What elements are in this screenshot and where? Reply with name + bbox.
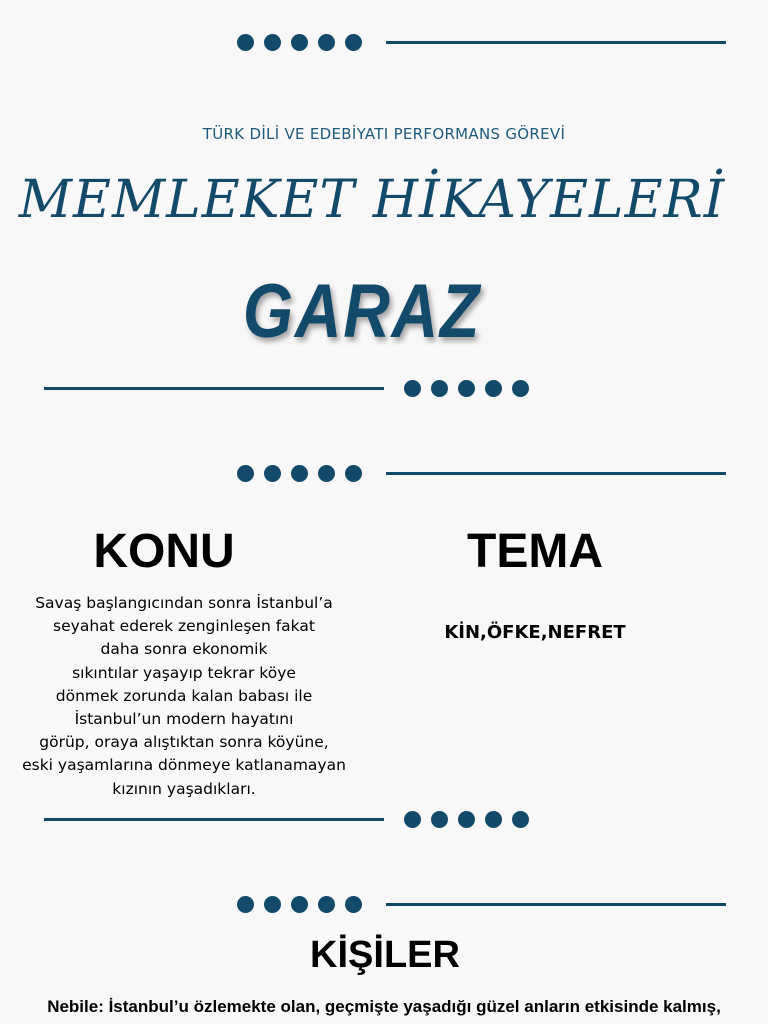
divider-line: [386, 472, 726, 475]
divider-before-konu: [0, 463, 768, 483]
konu-line: İstanbul’un modern hayatını: [74, 710, 294, 729]
divider-line: [386, 903, 726, 906]
dot: [345, 34, 362, 51]
kisiler-text: Nebile: İstanbul’u özlemekte olan, geçmişte yaşadığı güzel anların etkisinde kalmış,: [47, 997, 721, 1016]
dot: [512, 380, 529, 397]
page-subtitle: TÜRK DİLİ VE EDEBİYATI PERFORMANS GÖREVİ: [202, 125, 566, 143]
divider-line: [44, 818, 384, 821]
dot: [458, 811, 475, 828]
dot: [345, 896, 362, 913]
dot: [264, 34, 281, 51]
dot: [485, 811, 502, 828]
divider-after-konu: [0, 809, 768, 829]
divider-after-title: [0, 378, 768, 398]
dot: [458, 380, 475, 397]
dot: [485, 380, 502, 397]
tema-heading: TEMA: [467, 525, 603, 578]
dot: [431, 380, 448, 397]
kisiler-heading: KİŞİLER: [310, 934, 460, 976]
konu-line: sıkıntılar yaşayıp tekrar köye: [72, 663, 296, 682]
page-title: MEMLEKET HİKAYELERİ: [18, 170, 726, 230]
dot: [291, 896, 308, 913]
dot: [264, 465, 281, 482]
dot: [512, 811, 529, 828]
divider-line: [386, 41, 726, 44]
konu-line: dönmek zorunda kalan babası ile: [55, 686, 313, 705]
dot: [318, 465, 335, 482]
dot: [237, 34, 254, 51]
dot: [345, 465, 362, 482]
divider-line: [44, 387, 384, 390]
dot-row: [404, 380, 529, 397]
dot-row: [237, 34, 362, 51]
dot: [237, 896, 254, 913]
konu-line: daha sonra ekonomik: [100, 640, 268, 659]
dot-row: [237, 465, 362, 482]
dot: [291, 34, 308, 51]
dot: [318, 34, 335, 51]
story-title: GARAZ: [242, 269, 482, 354]
konu-line: eski yaşamlarına dönmeye katlanamayan: [22, 756, 346, 775]
dot-row: [404, 811, 529, 828]
konu-text: [8, 592, 360, 801]
dot: [237, 465, 254, 482]
konu-line: Savaş başlangıcından sonra İstanbul’a: [35, 594, 333, 612]
tema-text: KİN,ÖFKE,NEFRET: [444, 622, 626, 643]
dot-row: [237, 896, 362, 913]
dot: [291, 465, 308, 482]
dot: [264, 896, 281, 913]
konu-line: kızının yaşadıkları.: [112, 779, 256, 798]
konu-line: görüp, oraya alıştıktan sonra köyüne,: [39, 733, 329, 752]
divider-before-kisiler: [0, 894, 768, 914]
dot: [318, 896, 335, 913]
divider-top: [0, 32, 768, 52]
konu-line: seyahat ederek zenginleşen fakat: [53, 617, 315, 636]
konu-heading: KONU: [93, 525, 235, 578]
dot: [431, 811, 448, 828]
dot: [404, 811, 421, 828]
dot: [404, 380, 421, 397]
